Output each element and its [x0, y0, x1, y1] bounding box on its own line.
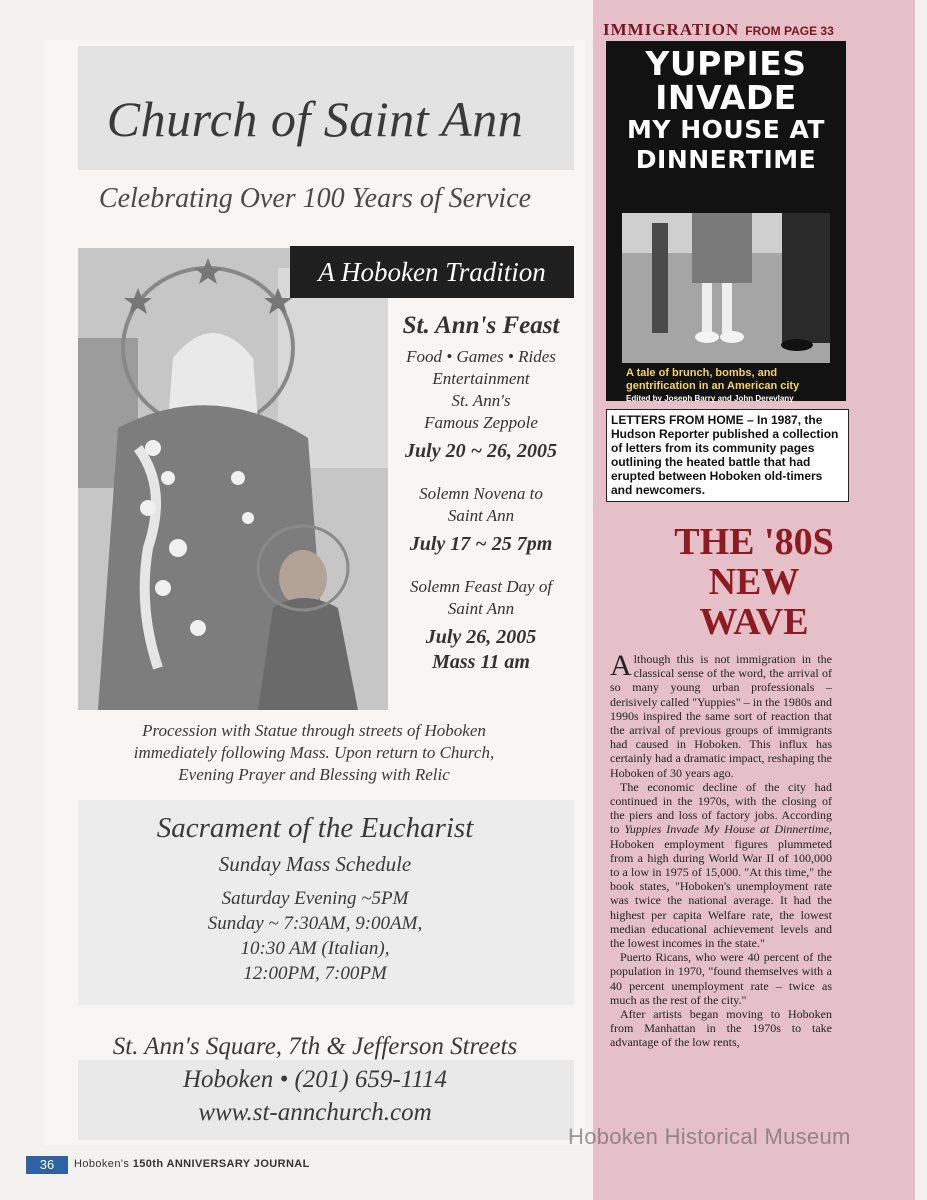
book-tagline: [626, 367, 799, 393]
museum-watermark: Hoboken Historical Museum: [568, 1124, 851, 1149]
phone-line: Hoboken • (201) 659-1114: [182, 1066, 447, 1093]
sacrament-heading: Sacrament of the Eucharist: [156, 812, 474, 844]
procession-text: [84, 720, 544, 786]
drop-cap: A: [610, 649, 632, 682]
novena-line: Saint Ann: [447, 506, 515, 525]
paragraph: Although this is not immigration in the classical sense of the word, the arrival of so many young urban professionals – derisively called "Yuppies" – in the 1980s and 1990s inspired the same sort of reaction that the arrival of previous groups of immigrants had caused in Hoboken. This influx has certainly had a dramatic impact, reshaping the Hoboken of 30 years ago.: [610, 649, 832, 780]
church-address: [44, 1030, 586, 1129]
article-headline: [593, 522, 915, 642]
feast-line: St. Ann's: [451, 391, 511, 410]
book-reference: Yuppies Invade My House at Dinnertime: [624, 822, 829, 837]
kicker-label: IMMIGRATION: [603, 20, 740, 39]
mass-schedule-heading: Sunday Mass Schedule: [218, 852, 412, 876]
website-line: www.st-annchurch.com: [198, 1099, 432, 1126]
book-title-line: INVADE: [655, 78, 797, 117]
mass-time-line: 10:30 AM (Italian),: [240, 938, 390, 959]
paragraph: Puerto Ricans, who were 40 percent of the population in 1970, "found themselves with a 40 percent unemployment rate – twice as much as the rest of the city.": [610, 950, 832, 1007]
feastday-line: Saint Ann: [447, 599, 515, 618]
procession-line: Procession with Statue through streets of Hoboken: [142, 721, 486, 740]
feast-heading: St. Ann's Feast: [402, 312, 560, 339]
ad-subtitle: Celebrating Over 100 Years of Service: [98, 183, 532, 214]
feast-line: Entertainment: [432, 369, 530, 388]
mass-time-line: 12:00PM, 7:00PM: [243, 963, 387, 984]
paragraph: After artists began moving to Hoboken from Manhattan in the 1970s to take advantage of the low rents,: [610, 1007, 832, 1050]
tagline-line: A tale of brunch, bombs, and: [626, 367, 778, 379]
article-body: [610, 649, 832, 1050]
feast-dates: July 20 ~ 26, 2005: [405, 440, 557, 462]
book-cover: [606, 41, 846, 401]
tagline-line: gentrification in an American city: [626, 380, 800, 392]
book-title-line: YUPPIES: [645, 44, 807, 83]
feast-line: Famous Zeppole: [424, 413, 538, 432]
novena-dates: July 17 ~ 25 7pm: [409, 533, 553, 555]
ad-title: Church of Saint Ann: [106, 91, 524, 147]
book-cover-photo: [622, 213, 830, 363]
church-advertisement: [44, 40, 586, 1145]
feast-details: [388, 312, 574, 694]
mass-time-line: Saturday Evening ~5PM: [221, 888, 409, 909]
procession-line: Evening Prayer and Blessing with Relic: [178, 765, 450, 784]
procession-line: immediately following Mass. Upon return to Church,: [133, 743, 495, 762]
feast-line: Food • Games • Rides: [406, 347, 556, 366]
headline-line: NEW: [708, 561, 800, 603]
feastday-mass: Mass 11 am: [432, 651, 530, 673]
mass-time-line: Sunday ~ 7:30AM, 9:00AM,: [207, 913, 423, 934]
headline-line: WAVE: [699, 601, 809, 643]
book-title-line: MY HOUSE AT: [627, 115, 825, 144]
book-editors: Edited by Joseph Barry and John Derevlany: [626, 394, 794, 403]
mass-times: [44, 886, 586, 986]
statue-photo: [78, 248, 388, 710]
photo-caption: LETTERS FROM HOME – In 1987, the Hudson Reporter published a collection of letters from its community pages outlining the heated battle that had erupted between Hoboken old-timers and newcomers.: [606, 409, 849, 502]
tradition-banner: A Hoboken Tradition: [290, 246, 574, 298]
address-line: St. Ann's Square, 7th & Jefferson Streets: [112, 1033, 518, 1060]
journal-name: Hoboken's 150th ANNIVERSARY JOURNAL: [74, 1158, 310, 1170]
continued-from: FROM PAGE 33: [745, 24, 834, 38]
feastday-line: Solemn Feast Day of: [409, 577, 553, 596]
headline-line: THE '80S: [674, 521, 834, 563]
novena-line: Solemn Novena to: [419, 484, 543, 503]
section-kicker: [603, 20, 834, 40]
book-title: [606, 44, 846, 175]
feastday-date: July 26, 2005: [425, 626, 537, 648]
paragraph: The economic decline of the city had continued in the 1970s, with the closing of the piers and loss of factory jobs. According to Yuppies Invade My House at Dinnertime, Hoboken employment figures plummeted from a high during World War II of 100,000 to a low in 1975 of 15,000. "At this time," the book states, "Hoboken's unemployment rate was twice the national average. It had the highest per capita Welfare rate, the lowest median educational achievement levels and the lowest incomes in the state.": [610, 779, 832, 951]
page-number: 36: [26, 1156, 68, 1174]
book-title-line: DINNERTIME: [635, 145, 817, 174]
immigration-column: [593, 0, 915, 1200]
